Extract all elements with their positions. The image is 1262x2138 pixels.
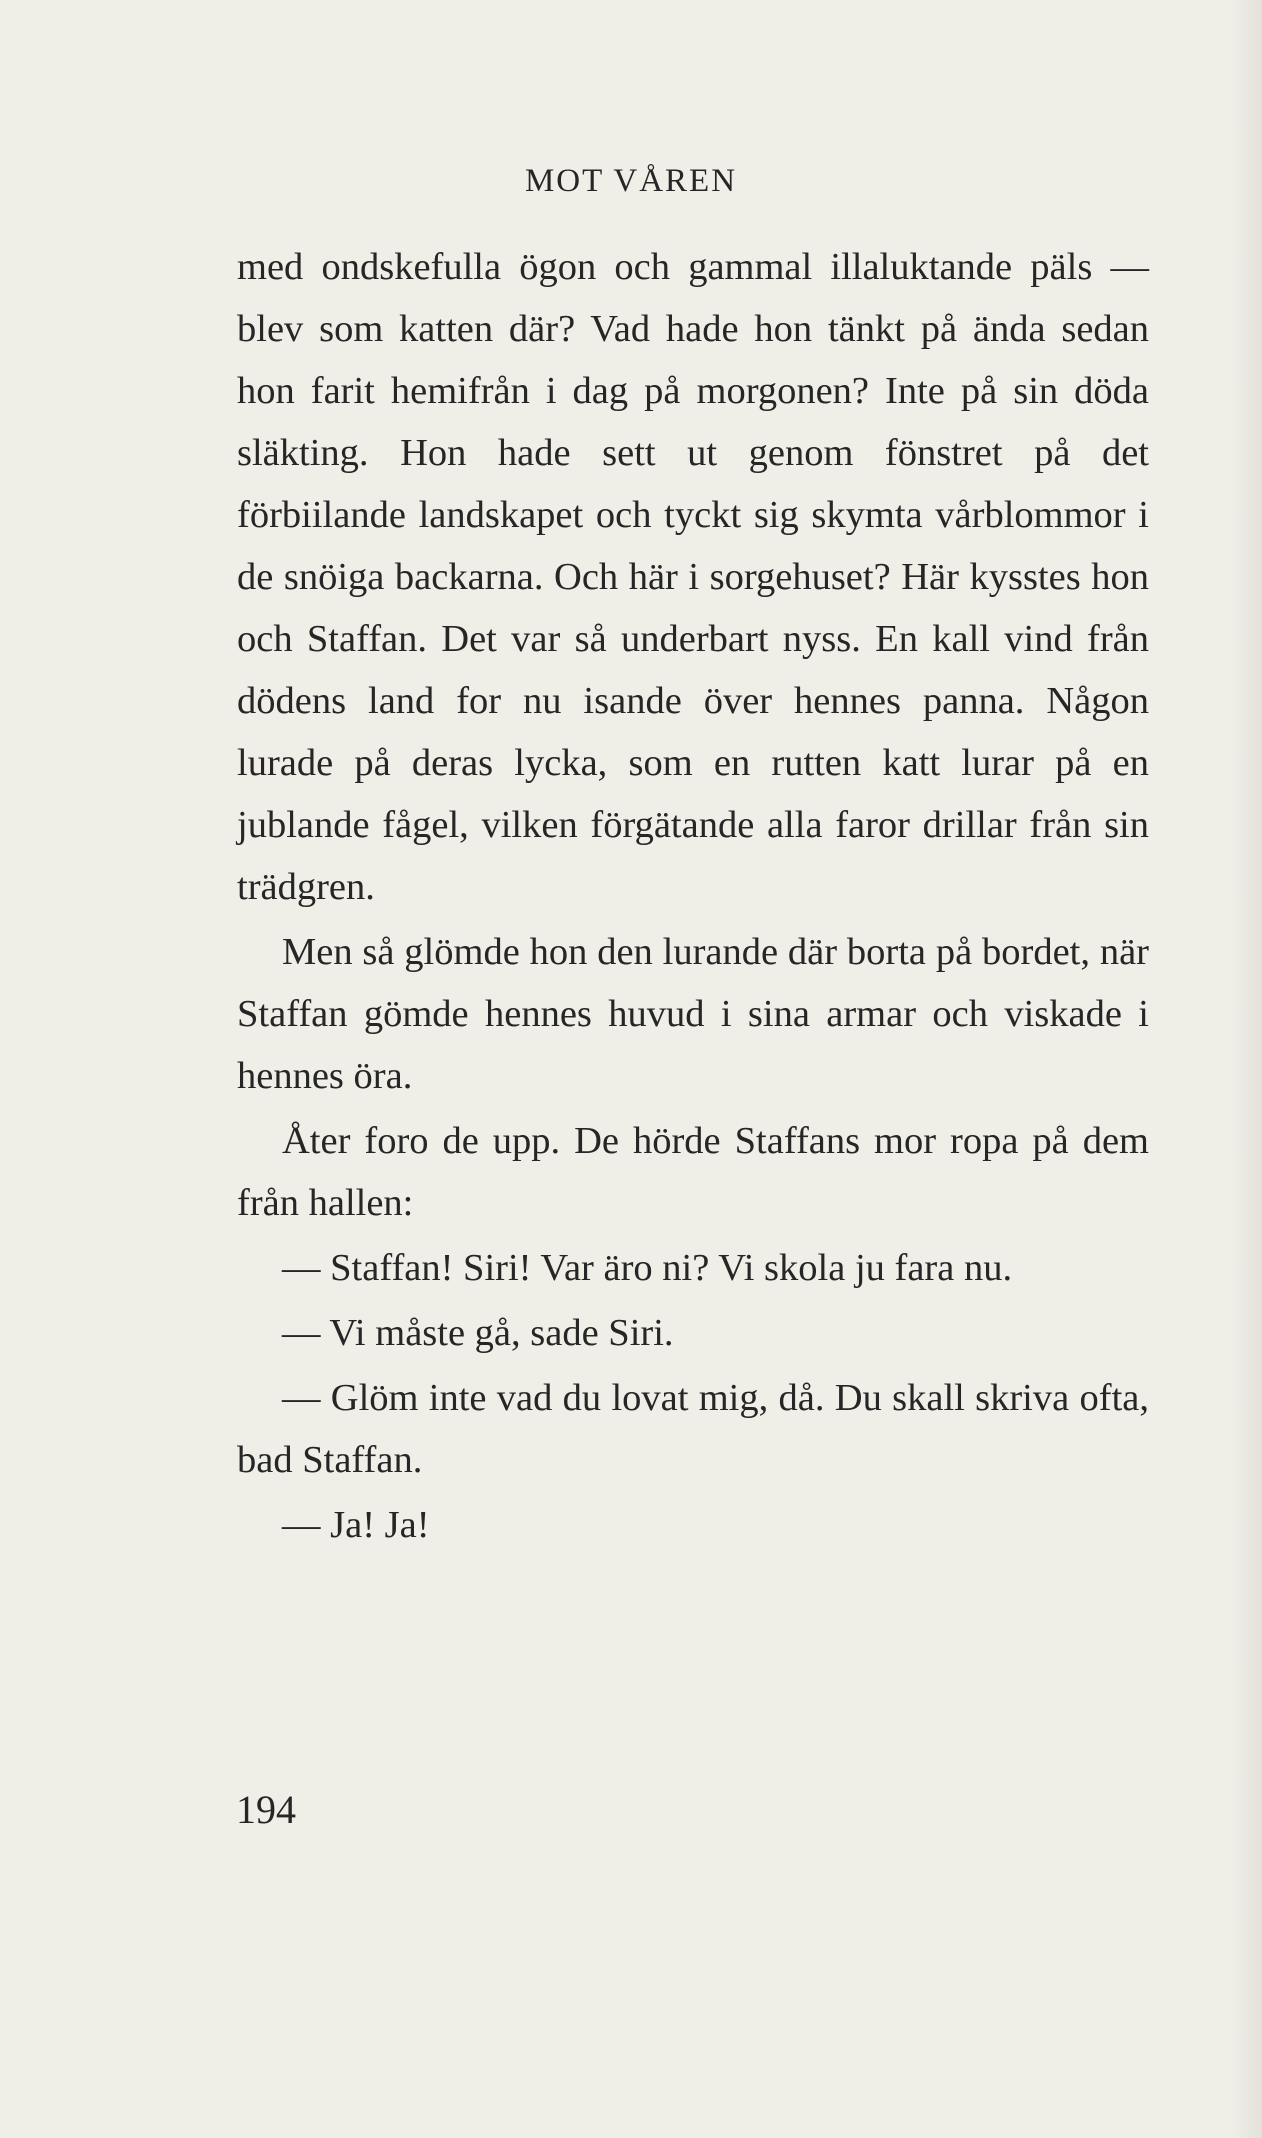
paragraph-2: Men så glömde hon den lurande där borta på bordet, när Staffan gömde hennes huvud i sina armar och viskade i hennes öra. [237,931,1149,1097]
page-edge-shadow [1232,0,1262,2138]
paragraph-6: — Glöm inte vad du lovat mig, då. Du skall skriva ofta, bad Staffan. [237,1377,1149,1481]
running-head: MOT VÅREN [524,163,738,199]
paragraph-1: med ondskefulla ögon och gammal illaluktande päls — blev som katten där? Vad hade hon tänkt på ända sedan hon farit hemifrån i dag på morgonen? Inte på sin döda släkting. Hon hade sett ut genom fönstret på det förbiilande landskapet och tyckt sig skymta vårblommor i de snöiga backarna. Och här i sorgehuset? Här kysstes hon och Staffan. Det var så underbart nyss. En kall vind från dödens land for nu isande över hennes panna. Någon lurade på deras lycka, som en rutten katt lurar på en jublande fågel, vilken förgätande alla faror drillar från sin trädgren. [237,246,1149,908]
paragraph-7: — Ja! Ja! [282,1504,430,1546]
paragraph-5: — Vi måste gå, sade Siri. [282,1312,674,1354]
paragraph-4: — Staffan! Siri! Var äro ni? Vi skola ju fara nu. [282,1247,1013,1289]
body-text [237,236,1149,1556]
paragraph-3: Åter foro de upp. De hörde Staffans mor ropa på dem från hallen: [237,1120,1149,1224]
page-number: 194 [236,1787,296,1832]
